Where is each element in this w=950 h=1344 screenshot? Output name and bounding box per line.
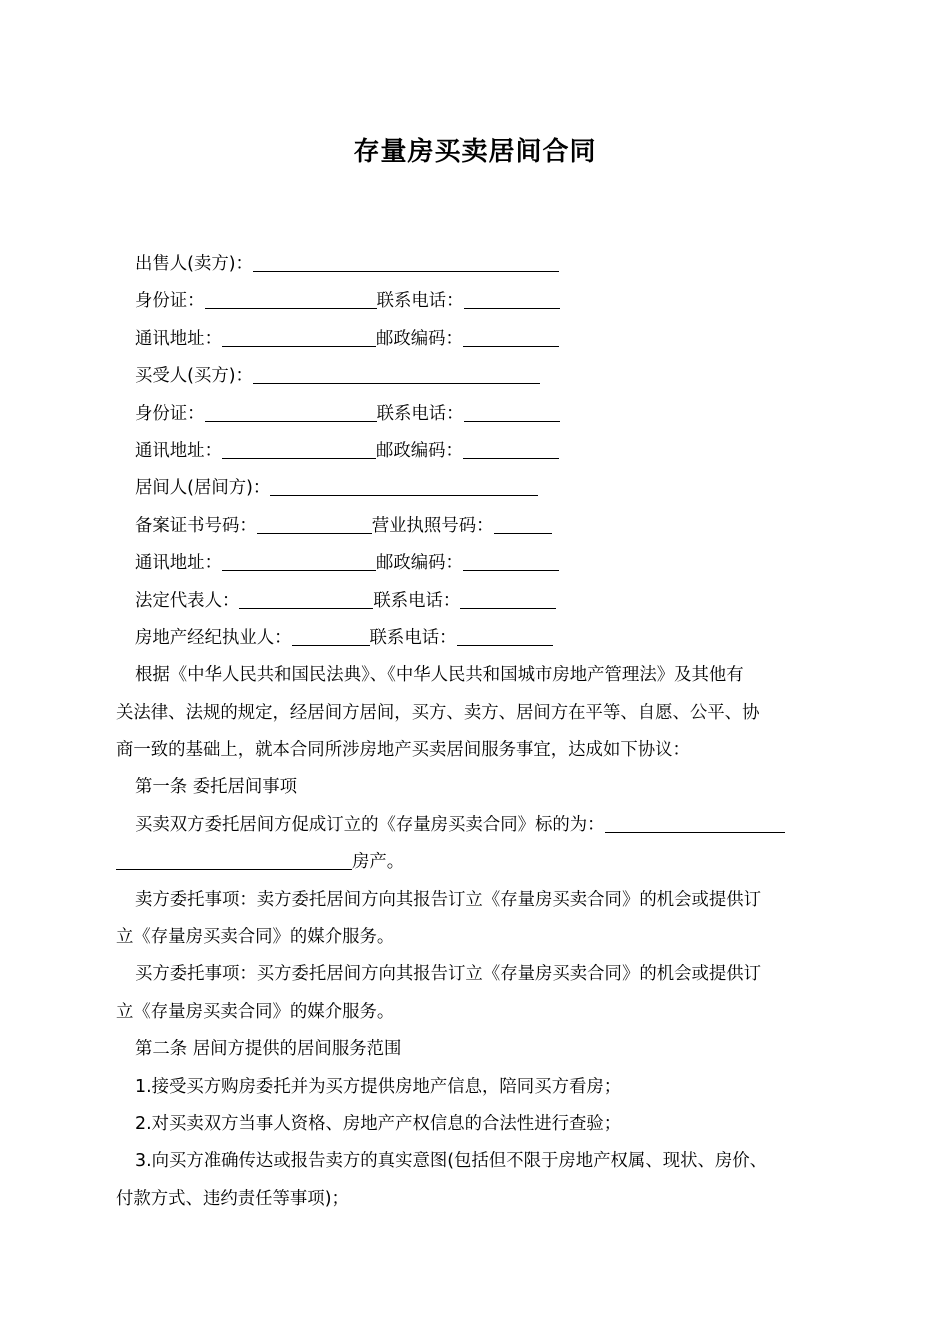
broker-agent-blank[interactable]	[292, 628, 370, 646]
seller-postcode-label: 邮政编码：	[375, 328, 463, 349]
buyer-postcode-blank[interactable]	[463, 441, 559, 459]
seller-id-blank[interactable]	[205, 291, 377, 309]
broker-postcode-blank[interactable]	[463, 553, 559, 571]
broker-name-blank[interactable]	[270, 478, 538, 496]
buyer-address-blank[interactable]	[222, 441, 376, 459]
document-title: 存量房买卖居间合同	[353, 137, 597, 167]
seller-id-label: 身份证：	[135, 291, 205, 312]
article-1-seller-line-1: 卖方委托事项：卖方委托居间方向其报告订立《存量房买卖合同》的机会或提供订	[135, 889, 762, 910]
broker-agent-label: 房地产经纪执业人：	[135, 627, 292, 648]
buyer-address-line	[116, 433, 836, 470]
buyer-line	[116, 358, 836, 395]
buyer-label: 买受人(买方)：	[135, 366, 253, 387]
buyer-id-blank[interactable]	[205, 404, 377, 422]
buyer-id-line	[116, 396, 836, 433]
article-1-subject-line	[116, 807, 836, 844]
broker-record-line	[116, 508, 836, 545]
article-1-seller-line-2: 立《存量房买卖合同》的媒介服务。	[116, 927, 395, 948]
broker-address-line	[116, 545, 836, 582]
article-2-item-1: 1.接受买方购房委托并为买方提供房地产信息，陪同买方看房；	[135, 1076, 622, 1097]
broker-agent-phone-blank[interactable]	[457, 628, 553, 646]
preamble-line-1: 根据《中华人民共和国民法典》、《中华人民共和国城市房地产管理法》及其他有	[135, 665, 744, 686]
article-1-title: 第一条 委托居间事项	[135, 777, 298, 798]
broker-agent-phone-label: 联系电话：	[369, 627, 457, 648]
broker-license-blank[interactable]	[494, 516, 552, 534]
broker-record-label: 备案证书号码：	[135, 515, 257, 536]
preamble-line-2: 关法律、法规的规定，经居间方居间，买方、卖方、居间方在平等、自愿、公平、协	[116, 702, 760, 723]
article-1-subject-text: 买卖双方委托居间方促成订立的《存量房买卖合同》标的为：	[135, 814, 605, 835]
article-1-subject-blank[interactable]	[605, 815, 785, 833]
contract-body	[116, 246, 836, 1218]
buyer-address-label: 通讯地址：	[135, 440, 222, 461]
seller-address-label: 通讯地址：	[135, 328, 222, 349]
broker-line	[116, 470, 836, 507]
seller-label: 出售人(卖方)：	[135, 254, 253, 274]
buyer-phone-blank[interactable]	[464, 404, 560, 422]
broker-legal-rep-line	[116, 583, 836, 620]
article-2-title: 第二条 居间方提供的居间服务范围	[135, 1039, 402, 1060]
buyer-postcode-label: 邮政编码：	[375, 440, 463, 461]
article-1-subject-line-2	[116, 844, 836, 881]
buyer-id-label: 身份证：	[135, 403, 205, 424]
broker-label: 居间人(居间方)：	[135, 478, 271, 499]
article-2-item-3-line-2: 付款方式、违约责任等事项)；	[116, 1188, 349, 1209]
broker-license-label: 营业执照号码：	[371, 515, 494, 536]
broker-legal-rep-blank[interactable]	[239, 591, 373, 609]
seller-address-blank[interactable]	[222, 329, 376, 347]
buyer-phone-label: 联系电话：	[376, 403, 464, 424]
broker-record-blank[interactable]	[257, 516, 372, 534]
article-1-buyer-line-1: 买方委托事项：买方委托居间方向其报告订立《存量房买卖合同》的机会或提供订	[135, 964, 762, 985]
preamble-line-3: 商一致的基础上，就本合同所涉房地产买卖居间服务事宜，达成如下协议：	[116, 740, 690, 761]
seller-postcode-blank[interactable]	[463, 329, 559, 347]
broker-postcode-label: 邮政编码：	[375, 553, 463, 574]
buyer-name-blank[interactable]	[253, 366, 540, 384]
seller-id-line	[116, 283, 836, 320]
broker-phone-blank[interactable]	[460, 591, 556, 609]
article-2-item-3-line-1: 3.向买方准确传达或报告卖方的真实意图(包括但不限于房地产权属、现状、房价、	[135, 1151, 768, 1172]
broker-agent-line	[116, 620, 836, 657]
article-1-subject-tail: 房产。	[352, 852, 405, 873]
seller-phone-blank[interactable]	[464, 291, 560, 309]
seller-phone-label: 联系电话：	[376, 291, 464, 312]
broker-address-label: 通讯地址：	[135, 553, 222, 574]
seller-address-line	[116, 321, 836, 358]
article-1-subject-blank-2[interactable]	[116, 852, 352, 870]
seller-line	[116, 246, 836, 283]
broker-legal-rep-label: 法定代表人：	[135, 590, 240, 611]
seller-name-blank[interactable]	[253, 254, 559, 272]
broker-address-blank[interactable]	[222, 553, 376, 571]
article-1-buyer-line-2: 立《存量房买卖合同》的媒介服务。	[116, 1001, 395, 1022]
article-2-item-2: 2.对买卖双方当事人资格、房地产产权信息的合法性进行查验；	[135, 1113, 622, 1134]
broker-phone-label: 联系电话：	[373, 590, 461, 611]
